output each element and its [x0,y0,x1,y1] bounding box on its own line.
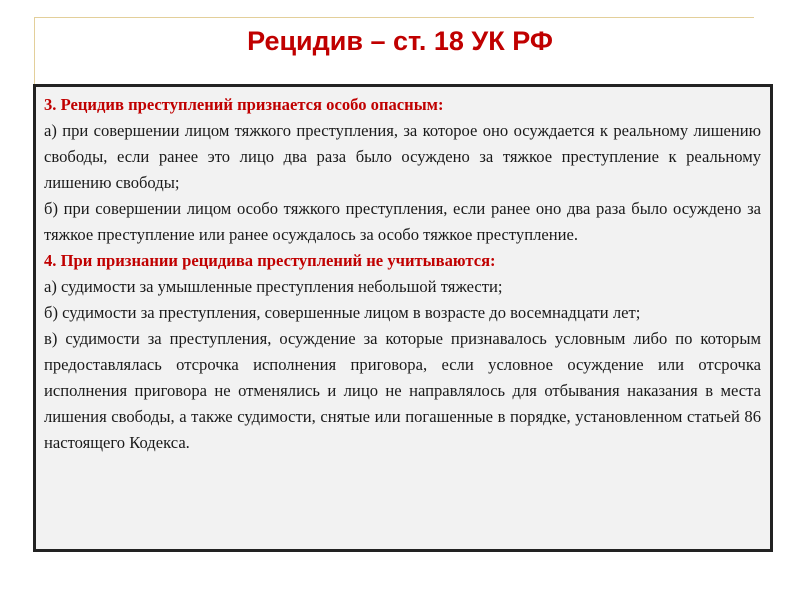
paragraph-4b: б) судимости за преступления, совершенные лицом в возрасте до восемнадцати лет; [44,303,641,322]
paragraph-heading-4: 4. При признании рецидива преступлений не учитываются: [44,251,496,270]
paragraph-4c: в) судимости за преступления, осуждение за которые признавалось условным либо по которым предоставлялась отсрочка исполнения приговора, если условное осуждение или отсрочка исполнения приговора не отменялись и лицо не направлялось для отбывания наказания в места лишения свободы, а также судимости, снятые или погашенные в порядке, установленном статьей 86 настоящего Кодекса. [44,329,761,452]
paragraph-3b: б) при совершении лицом особо тяжкого преступления, если ранее оно два раза было осуждено за тяжкое преступление или ранее осуждалось за особо тяжкое преступление. [44,199,761,244]
paragraph-3a: а) при совершении лицом тяжкого преступления, за которое оно осуждается к реальному лишению свободы, если ранее это лицо два раза было осуждено за тяжкое преступление к реальному лишению свободы; [44,121,761,192]
article-text-panel [33,84,773,552]
paragraph-heading-3: 3. Рецидив преступлений признается особо опасным: [44,95,444,114]
slide-title: Рецидив – ст. 18 УК РФ [247,26,553,56]
paragraph-4a: а) судимости за умышленные преступления небольшой тяжести; [44,277,503,296]
decorative-top-line [34,17,754,18]
